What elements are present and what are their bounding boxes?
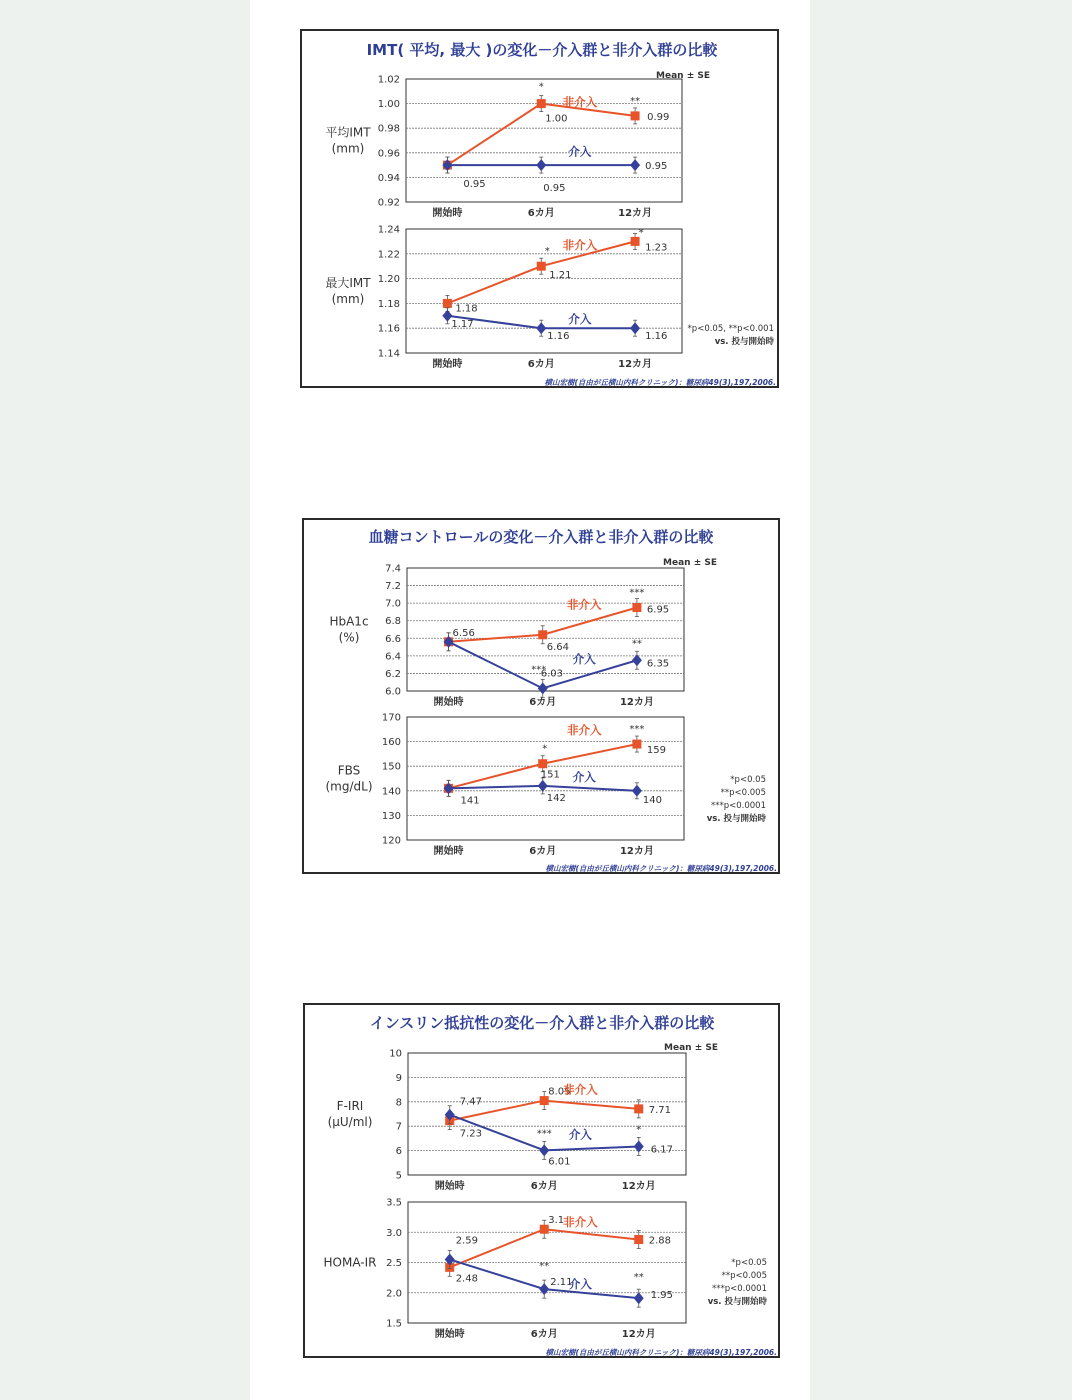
y-tick-label: 5 [395, 1170, 402, 1182]
data-point-diamond [630, 322, 640, 334]
y-axis-label: F-IRI [336, 1099, 364, 1113]
y-tick-label: 1.00 [377, 99, 400, 111]
mean-imt-chart [325, 75, 682, 220]
y-tick-label: 7 [395, 1121, 402, 1133]
x-tick-label: 12カ月 [621, 1181, 656, 1192]
x-tick-label: 6カ月 [529, 846, 557, 857]
significance-notes [707, 775, 767, 824]
insulin-resistance-panel-svg [305, 1005, 782, 1360]
glycemic-panel [302, 518, 780, 874]
y-tick-label: 150 [381, 761, 401, 773]
y-tick-label: 7.0 [385, 598, 401, 610]
panel-title: 血糖コントロールの変化－介入群と非介入群の比較 [368, 528, 714, 546]
data-label: 1.23 [645, 242, 668, 254]
y-tick-label: 6.0 [385, 686, 401, 698]
y-axis-label: 最大IMT [325, 276, 371, 290]
significance-mark: *** [629, 724, 645, 736]
y-axis-label: 平均IMT [325, 125, 371, 140]
data-label: 1.17 [451, 318, 474, 330]
y-axis-label: (μU/ml) [327, 1115, 373, 1129]
data-label: 3.1 [548, 1215, 565, 1227]
y-axis-label: (mm) [331, 141, 365, 156]
data-label: 0.99 [647, 111, 670, 123]
significance-mark: * [544, 246, 550, 258]
y-tick-label: 6.2 [385, 668, 401, 680]
max-imt-chart [325, 225, 682, 371]
data-point-square [632, 603, 641, 612]
data-label: 151 [540, 769, 560, 781]
y-tick-label: 3.5 [386, 1197, 402, 1209]
series-name-label: 非介入 [562, 237, 598, 252]
significance-note: ***p<0.0001 [711, 1284, 767, 1294]
data-point-square [632, 740, 641, 749]
series-name-label: 介入 [568, 312, 592, 327]
x-tick-label: 6カ月 [530, 1181, 558, 1192]
x-tick-label: 開始時 [433, 846, 464, 857]
significance-mark: *** [536, 1128, 552, 1140]
citation: 横山宏樹(自由が丘横山内科クリニック)：糖尿病49(3),197,2006. [545, 1348, 777, 1357]
x-tick-label: 開始時 [434, 1181, 465, 1192]
y-tick-label: 0.96 [377, 148, 400, 160]
data-label: 2.11 [550, 1277, 573, 1289]
y-tick-label: 0.94 [377, 172, 400, 184]
y-tick-label: 140 [381, 786, 401, 798]
data-point-diamond [536, 322, 546, 334]
y-tick-label: 2.5 [386, 1258, 402, 1269]
significance-mark: ** [631, 638, 642, 650]
data-point-square [538, 759, 547, 768]
y-tick-label: 7.2 [385, 581, 401, 593]
imt-panel [300, 29, 779, 388]
insulin-resistance-panel [303, 1003, 780, 1358]
panel-title: インスリン抵抗性の変化－介入群と非介入群の比較 [369, 1014, 715, 1032]
data-label: 1.16 [645, 331, 668, 343]
significance-mark: * [636, 1124, 642, 1136]
x-tick-label: 12カ月 [619, 697, 654, 708]
data-point-diamond [538, 780, 548, 792]
data-label: 6.95 [646, 604, 670, 616]
series-name-label: 非介入 [563, 1082, 598, 1097]
y-tick-label: 1.16 [377, 323, 400, 335]
mean-se-label: Mean ± SE [656, 71, 710, 81]
y-tick-label: 170 [381, 712, 401, 724]
data-label: 0.95 [463, 179, 486, 191]
homa-ir-chart [324, 1198, 686, 1341]
data-point-diamond [634, 1292, 644, 1304]
data-label: 6.03 [540, 668, 563, 680]
data-label: 7.47 [459, 1096, 482, 1108]
data-point-diamond [630, 159, 640, 171]
data-point-diamond [632, 785, 642, 797]
imt-panel-svg [302, 31, 781, 390]
y-tick-label: 160 [381, 737, 401, 749]
y-axis-label: FBS [337, 763, 361, 778]
data-point-square [538, 630, 547, 639]
y-tick-label: 1.5 [386, 1318, 402, 1330]
panel-title: IMT( 平均, 最大 )の変化－介入群と非介入群の比較 [366, 41, 718, 59]
x-tick-label: 6カ月 [527, 208, 555, 219]
data-label: 1.16 [547, 331, 570, 343]
x-tick-label: 6カ月 [529, 697, 557, 708]
data-point-diamond [536, 159, 546, 171]
significance-note: *p<0.05, **p<0.001 [687, 324, 774, 334]
significance-mark: ** [539, 1261, 550, 1273]
y-tick-label: 1.02 [377, 74, 400, 86]
data-label: 7.71 [648, 1104, 672, 1116]
mean-se-label: Mean ± SE [664, 1043, 718, 1053]
data-label: 142 [546, 792, 566, 804]
data-point-square [537, 99, 546, 108]
y-tick-label: 6.6 [385, 633, 401, 645]
significance-mark: * [542, 743, 548, 755]
y-axis-label: HbA1c [329, 614, 369, 629]
significance-note: **p<0.005 [720, 788, 766, 798]
y-tick-label: 2.0 [386, 1288, 402, 1300]
significance-mark: * [538, 81, 544, 93]
y-axis-label: HOMA-IR [323, 1255, 377, 1270]
data-point-square [443, 299, 452, 308]
data-label: 2.48 [455, 1273, 478, 1285]
mean-se-label: Mean ± SE [663, 558, 717, 568]
citation: 横山宏樹(自由が丘横山内科クリニック)：糖尿病49(3),197,2006. [545, 864, 777, 873]
data-label: 159 [646, 745, 667, 757]
series-line [447, 104, 635, 166]
significance-note: vs. 投与開始時 [714, 337, 774, 347]
x-tick-label: 12カ月 [621, 1329, 656, 1340]
glycemic-panel-svg [304, 520, 782, 876]
series-name-label: 介入 [568, 1127, 592, 1142]
x-tick-label: 開始時 [433, 697, 464, 708]
significance-note: **p<0.005 [721, 1271, 767, 1281]
series-name-label: 非介入 [567, 723, 602, 738]
data-point-diamond [539, 1144, 549, 1156]
y-tick-label: 3.0 [386, 1227, 402, 1239]
y-tick-label: 6.8 [385, 616, 401, 628]
data-point-square [537, 262, 546, 271]
y-tick-label: 1.14 [377, 348, 400, 360]
series-name-label: 介入 [572, 769, 596, 784]
data-label: 2.88 [648, 1235, 672, 1247]
significance-notes [688, 324, 775, 347]
data-label: 6.35 [646, 658, 670, 670]
y-tick-label: 1.24 [377, 224, 400, 236]
data-label: 6.17 [650, 1144, 674, 1156]
data-label: 0.95 [645, 161, 668, 173]
x-tick-label: 開始時 [434, 1329, 465, 1340]
y-tick-label: 6 [395, 1146, 402, 1158]
significance-mark: ** [630, 95, 641, 107]
data-label: 1.95 [650, 1290, 674, 1302]
series-name-label: 介入 [568, 144, 592, 159]
significance-note: vs. 投与開始時 [707, 1297, 767, 1307]
significance-mark: *** [531, 664, 547, 676]
data-label: 6.56 [452, 627, 475, 639]
y-axis-label: (mm) [331, 292, 365, 306]
series-name-label: 非介入 [567, 597, 602, 612]
x-tick-label: 開始時 [432, 359, 463, 370]
x-tick-label: 開始時 [432, 208, 463, 219]
data-point-square [634, 1104, 643, 1113]
data-label: 2.59 [455, 1235, 478, 1247]
y-tick-label: 9 [395, 1072, 402, 1084]
significance-note: *p<0.05 [731, 1258, 767, 1268]
data-point-square [631, 111, 640, 120]
y-tick-label: 1.20 [377, 274, 400, 286]
y-tick-label: 8 [395, 1097, 402, 1109]
data-label: 6.64 [546, 641, 569, 653]
y-tick-label: 0.98 [377, 123, 400, 135]
significance-mark: * [638, 227, 644, 239]
y-tick-label: 10 [389, 1048, 402, 1060]
x-tick-label: 12カ月 [618, 208, 653, 219]
x-tick-label: 12カ月 [619, 846, 654, 857]
hba1c-chart [329, 564, 684, 709]
data-label: 7.23 [459, 1128, 482, 1140]
data-label: 0.95 [543, 183, 566, 195]
series-name-label: 介入 [568, 1276, 592, 1291]
y-axis-label: (%) [338, 630, 360, 645]
data-label: 6.01 [548, 1156, 571, 1168]
data-label: 1.00 [545, 113, 568, 125]
data-point-square [634, 1235, 643, 1244]
x-tick-label: 12カ月 [618, 359, 653, 370]
significance-note: *p<0.05 [730, 775, 766, 785]
x-tick-label: 6カ月 [530, 1329, 558, 1340]
y-tick-label: 130 [381, 810, 401, 822]
data-label: 141 [460, 795, 480, 807]
y-tick-label: 1.18 [377, 298, 400, 310]
series-name-label: 介入 [572, 651, 596, 666]
data-label: 140 [642, 794, 663, 806]
x-tick-label: 6カ月 [527, 359, 555, 370]
y-tick-label: 6.4 [385, 651, 401, 663]
y-tick-label: 1.22 [377, 249, 400, 261]
data-point-diamond [539, 1283, 549, 1295]
series-name-label: 非介入 [562, 95, 598, 110]
significance-note: vs. 投与開始時 [706, 814, 766, 824]
significance-note: ***p<0.0001 [710, 801, 766, 811]
citation: 横山宏樹(自由が丘横山内科クリニック)：糖尿病49(3),197,2006. [544, 378, 776, 387]
data-label: 8.05 [548, 1086, 571, 1098]
data-label: 1.18 [455, 303, 478, 315]
y-tick-label: 7.4 [385, 563, 401, 575]
fbs-chart [325, 713, 684, 858]
y-tick-label: 120 [381, 835, 401, 847]
f-iri-chart [328, 1049, 686, 1193]
significance-mark: *** [629, 587, 645, 599]
series-name-label: 非介入 [563, 1215, 598, 1230]
significance-mark: ** [633, 1272, 644, 1284]
y-axis-label: (mg/dL) [325, 779, 373, 794]
significance-notes [708, 1258, 768, 1307]
data-label: 1.21 [549, 270, 572, 282]
y-tick-label: 0.92 [377, 197, 400, 209]
data-point-diamond [538, 682, 548, 694]
